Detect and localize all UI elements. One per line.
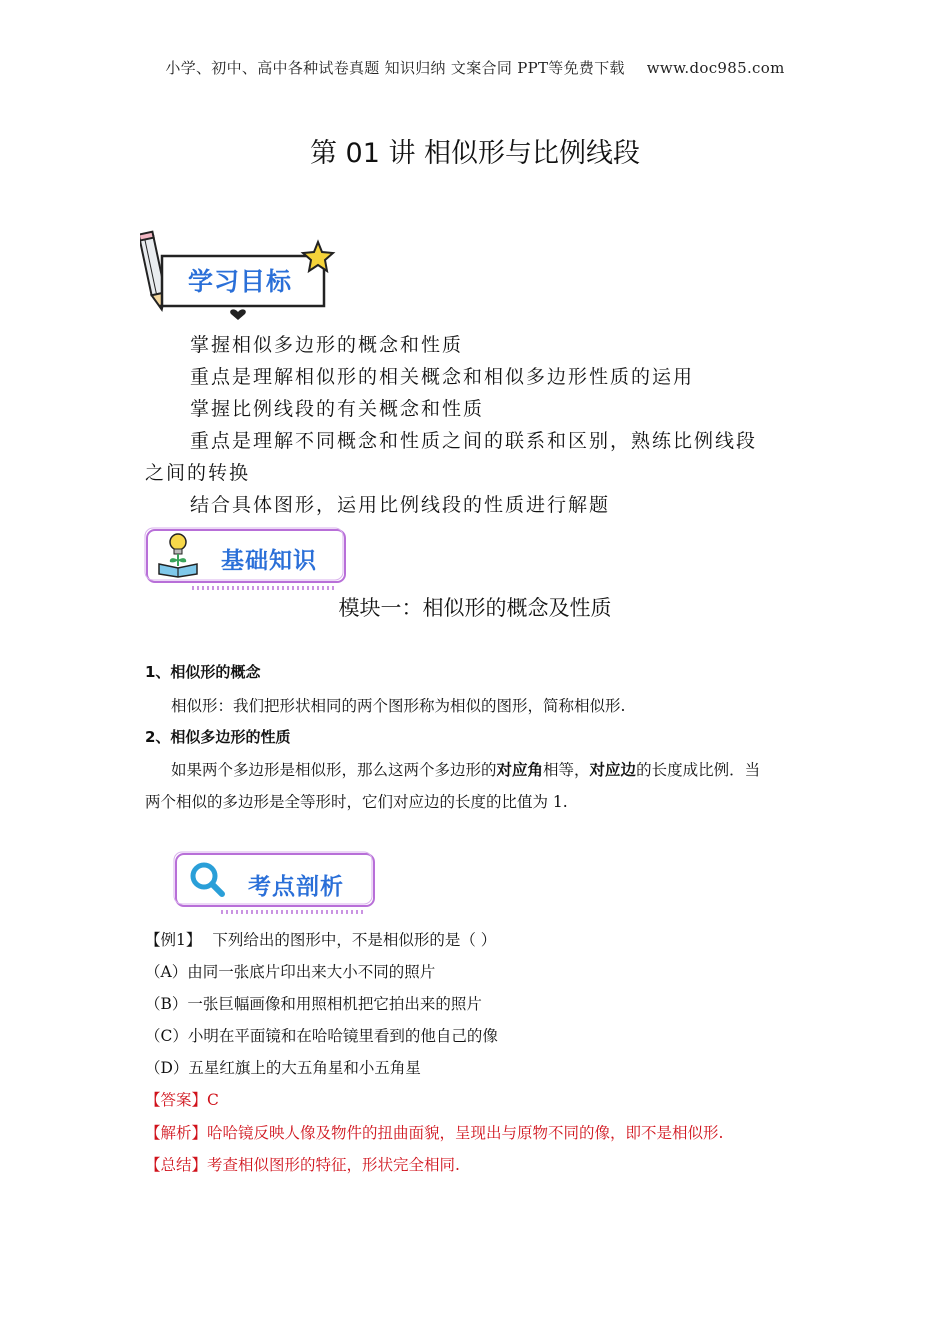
book-lightbulb-icon	[155, 530, 201, 578]
section-1-text: 相似形：我们把形状相同的两个图形称为相似的图形，简称相似形.	[171, 697, 626, 715]
term-corresponding-angle: 对应角	[496, 760, 544, 779]
header-text: 小学、初中、高中各种试卷真题 知识归纳 文案合同 PPT等免费下载	[165, 59, 625, 77]
example-question: 下列给出的图形中，不是相似形的是（ ）	[212, 931, 497, 949]
objective-1: 掌握相似多边形的概念和性质	[190, 334, 464, 356]
objective-2: 重点是理解相似形的相关概念和相似多边形性质的运用	[190, 366, 695, 388]
section-2-line-1	[171, 758, 760, 780]
example-question-line	[145, 928, 496, 950]
term-corresponding-side: 对应边	[589, 760, 637, 779]
option-b: （B）一张巨幅画像和用照相机把它拍出来的照片	[145, 995, 482, 1013]
analysis-label: 【解析】	[145, 1124, 208, 1142]
basics-banner-label: 基础知识	[221, 548, 317, 574]
section-2-line-2: 两个相似的多边形是全等形时，它们对应边的长度的比值为 1.	[145, 793, 568, 811]
option-a: （A）由同一张底片印出来大小不同的照片	[145, 963, 436, 981]
objective-5: 结合具体图形，运用比例线段的性质进行解题	[190, 494, 611, 516]
section-2-text-a: 如果两个多边形是相似形，那么这两个多边形的	[171, 761, 497, 779]
option-c: （C）小明在平面镜和在哈哈镜里看到的他自己的像	[145, 1027, 498, 1045]
summary-line	[145, 1153, 460, 1175]
page-header	[0, 57, 950, 78]
section-1-heading: 1、相似形的概念	[145, 663, 261, 681]
analysis-text: 哈哈镜反映人像及物件的扭曲面貌，呈现出与原物不同的像，即不是相似形.	[207, 1124, 724, 1142]
page-title: 第 01 讲 相似形与比例线段	[309, 138, 641, 169]
analysis-line	[145, 1121, 723, 1143]
goals-banner-label: 学习目标	[188, 267, 293, 296]
option-d: （D）五星红旗上的大五角星和小五角星	[145, 1059, 421, 1077]
magnifier-icon	[188, 860, 228, 900]
objective-4-continued: 之间的转换	[145, 462, 251, 484]
answer-value: C	[207, 1091, 219, 1109]
answer-line	[145, 1088, 219, 1110]
objective-3: 掌握比例线段的有关概念和性质	[190, 398, 485, 420]
summary-text: 考查相似图形的特征，形状完全相同.	[207, 1156, 460, 1174]
analysis-banner-label: 考点剖析	[248, 874, 344, 900]
module-title: 模块一：相似形的概念及性质	[338, 596, 612, 620]
section-2-text-e: 的长度成比例．当	[636, 761, 761, 779]
example-label: 【例1】	[145, 931, 202, 949]
goals-banner	[140, 228, 340, 323]
summary-label: 【总结】	[145, 1156, 208, 1174]
section-2-text-c: 相等，	[543, 761, 590, 779]
answer-label: 【答案】	[145, 1091, 208, 1109]
basics-banner	[143, 526, 353, 594]
objective-4: 重点是理解不同概念和性质之间的联系和区别，熟练比例线段	[190, 430, 758, 452]
analysis-banner	[172, 850, 382, 918]
header-url[interactable]: www.doc985.com	[646, 59, 785, 77]
section-2-heading: 2、相似多边形的性质	[145, 728, 291, 746]
